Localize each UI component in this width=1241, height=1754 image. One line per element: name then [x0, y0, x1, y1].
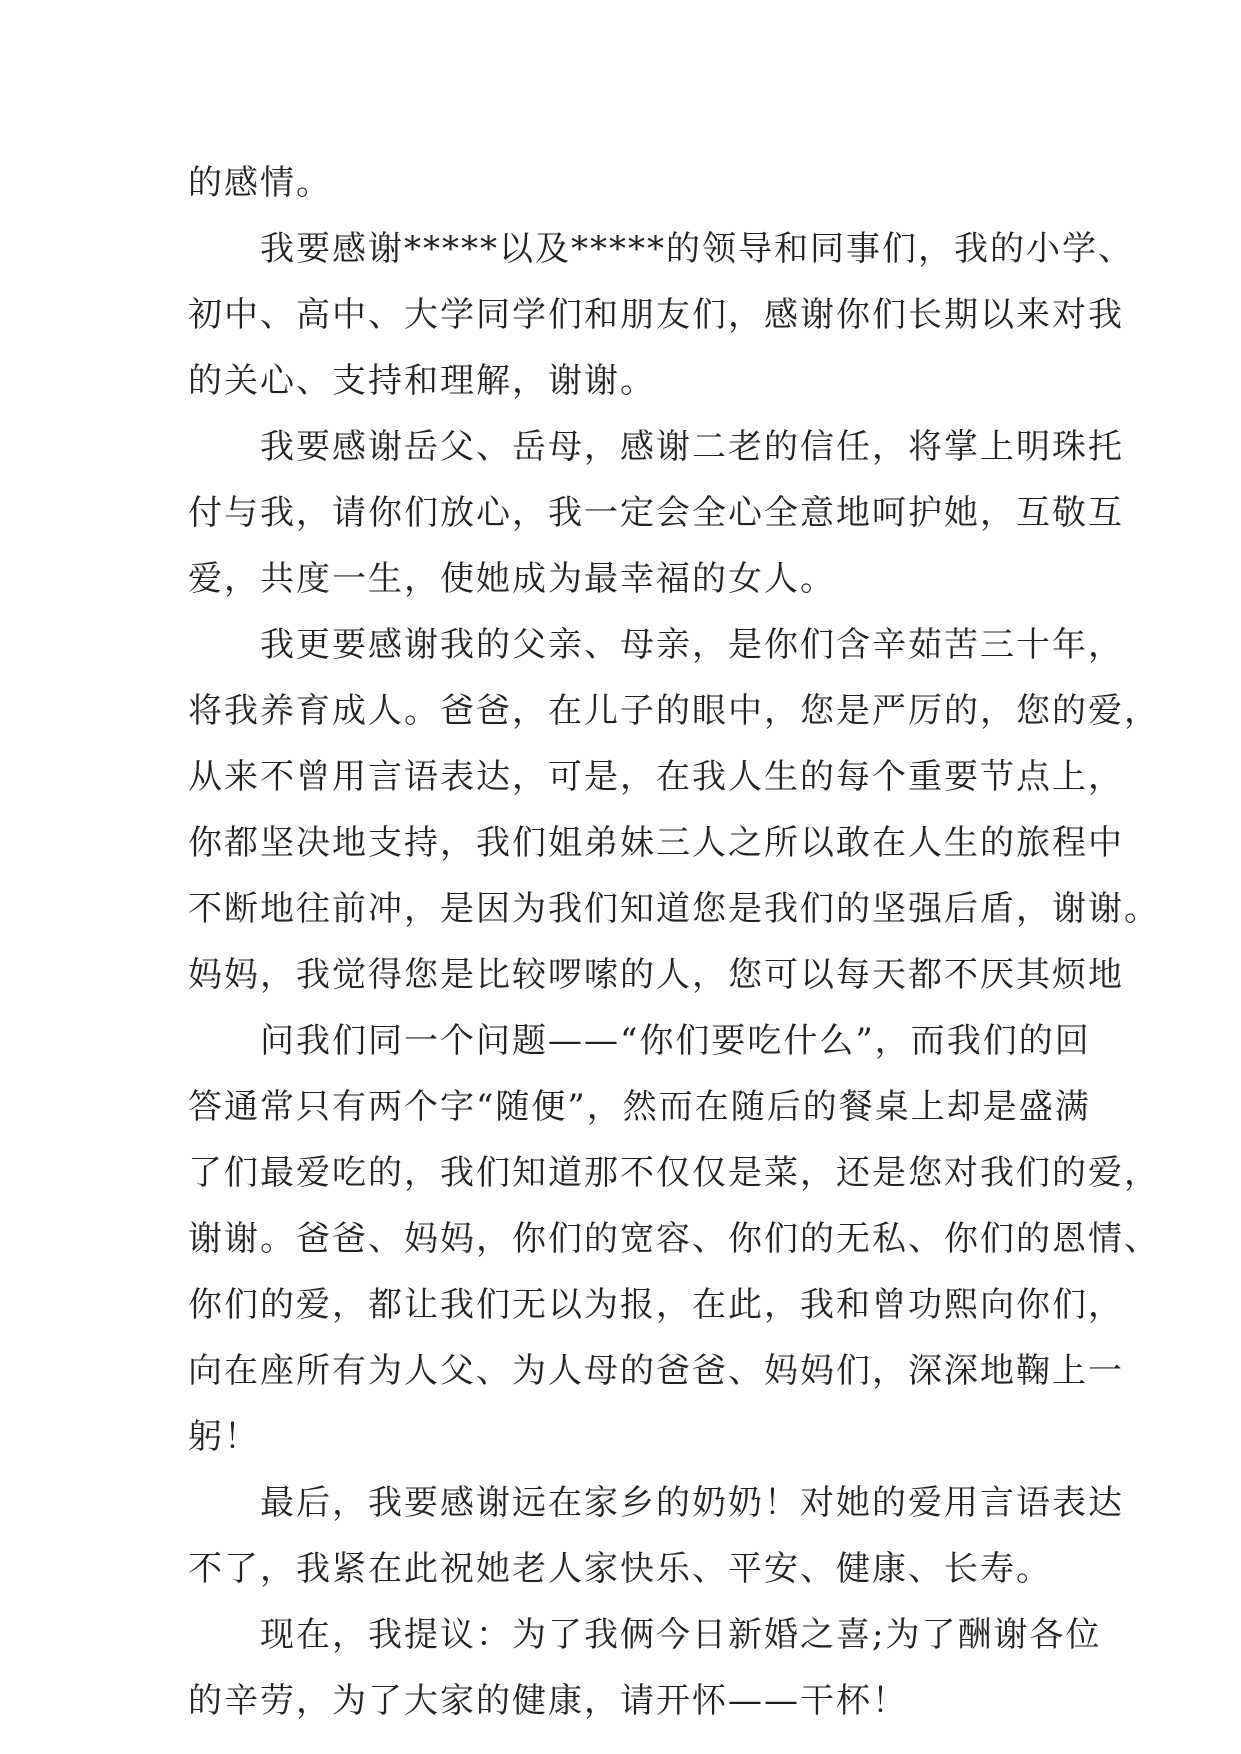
text-line: 了们最爱吃的，我们知道那不仅仅是菜，还是您对我们的爱，	[188, 1153, 1160, 1193]
text-line: 你都坚决地支持，我们姐弟妹三人之所以敢在人生的旅程中	[188, 823, 1124, 863]
text-line: 妈妈，我觉得您是比较啰嗦的人，您可以每天都不厌其烦地	[188, 955, 1124, 995]
text-line: 将我养育成人。爸爸，在儿子的眼中，您是严厉的，您的爱，	[188, 691, 1160, 731]
text-line: 向在座所有为人父、为人母的爸爸、妈妈们，深深地鞠上一	[188, 1351, 1124, 1391]
text-line: 不了，我紧在此祝她老人家快乐、平安、健康、长寿。	[188, 1549, 1052, 1589]
text-line: 我要感谢*****以及*****的领导和同事们，我的小学、	[260, 229, 1134, 269]
text-line: 你们的爱，都让我们无以为报，在此，我和曾功熙向你们，	[188, 1285, 1124, 1325]
text-line: 我更要感谢我的父亲、母亲，是你们含辛茹苦三十年，	[260, 625, 1124, 665]
text-line: 从来不曾用言语表达，可是，在我人生的每个重要节点上，	[188, 757, 1124, 797]
text-line: 谢谢。爸爸、妈妈，你们的宽容、你们的无私、你们的恩情、	[188, 1219, 1160, 1259]
document-body	[188, 150, 1160, 1734]
text-line: 躬！	[188, 1417, 260, 1457]
text-line: 问我们同一个问题——“你们要吃什么”，而我们的回	[260, 1021, 1091, 1061]
text-line: 的关心、支持和理解，谢谢。	[188, 361, 656, 401]
text-line: 我要感谢岳父、岳母，感谢二老的信任，将掌上明珠托	[260, 427, 1124, 467]
text-line: 现在，我提议：为了我俩今日新婚之喜;为了酬谢各位	[260, 1615, 1102, 1655]
text-line: 答通常只有两个字“随便”，然而在随后的餐桌上却是盛满	[188, 1087, 1091, 1127]
text-line: 不断地往前冲，是因为我们知道您是我们的坚强后盾，谢谢。	[188, 889, 1160, 929]
text-line: 付与我，请你们放心，我一定会全心全意地呵护她，互敬互	[188, 493, 1124, 533]
text-line: 的辛劳，为了大家的健康，请开怀——干杯！	[188, 1681, 908, 1721]
text-line: 初中、高中、大学同学们和朋友们，感谢你们长期以来对我	[188, 295, 1124, 335]
text-line: 的感情。	[188, 163, 332, 203]
text-line: 最后，我要感谢远在家乡的奶奶！对她的爱用言语表达	[260, 1483, 1124, 1523]
text-line: 爱，共度一生，使她成为最幸福的女人。	[188, 559, 836, 599]
